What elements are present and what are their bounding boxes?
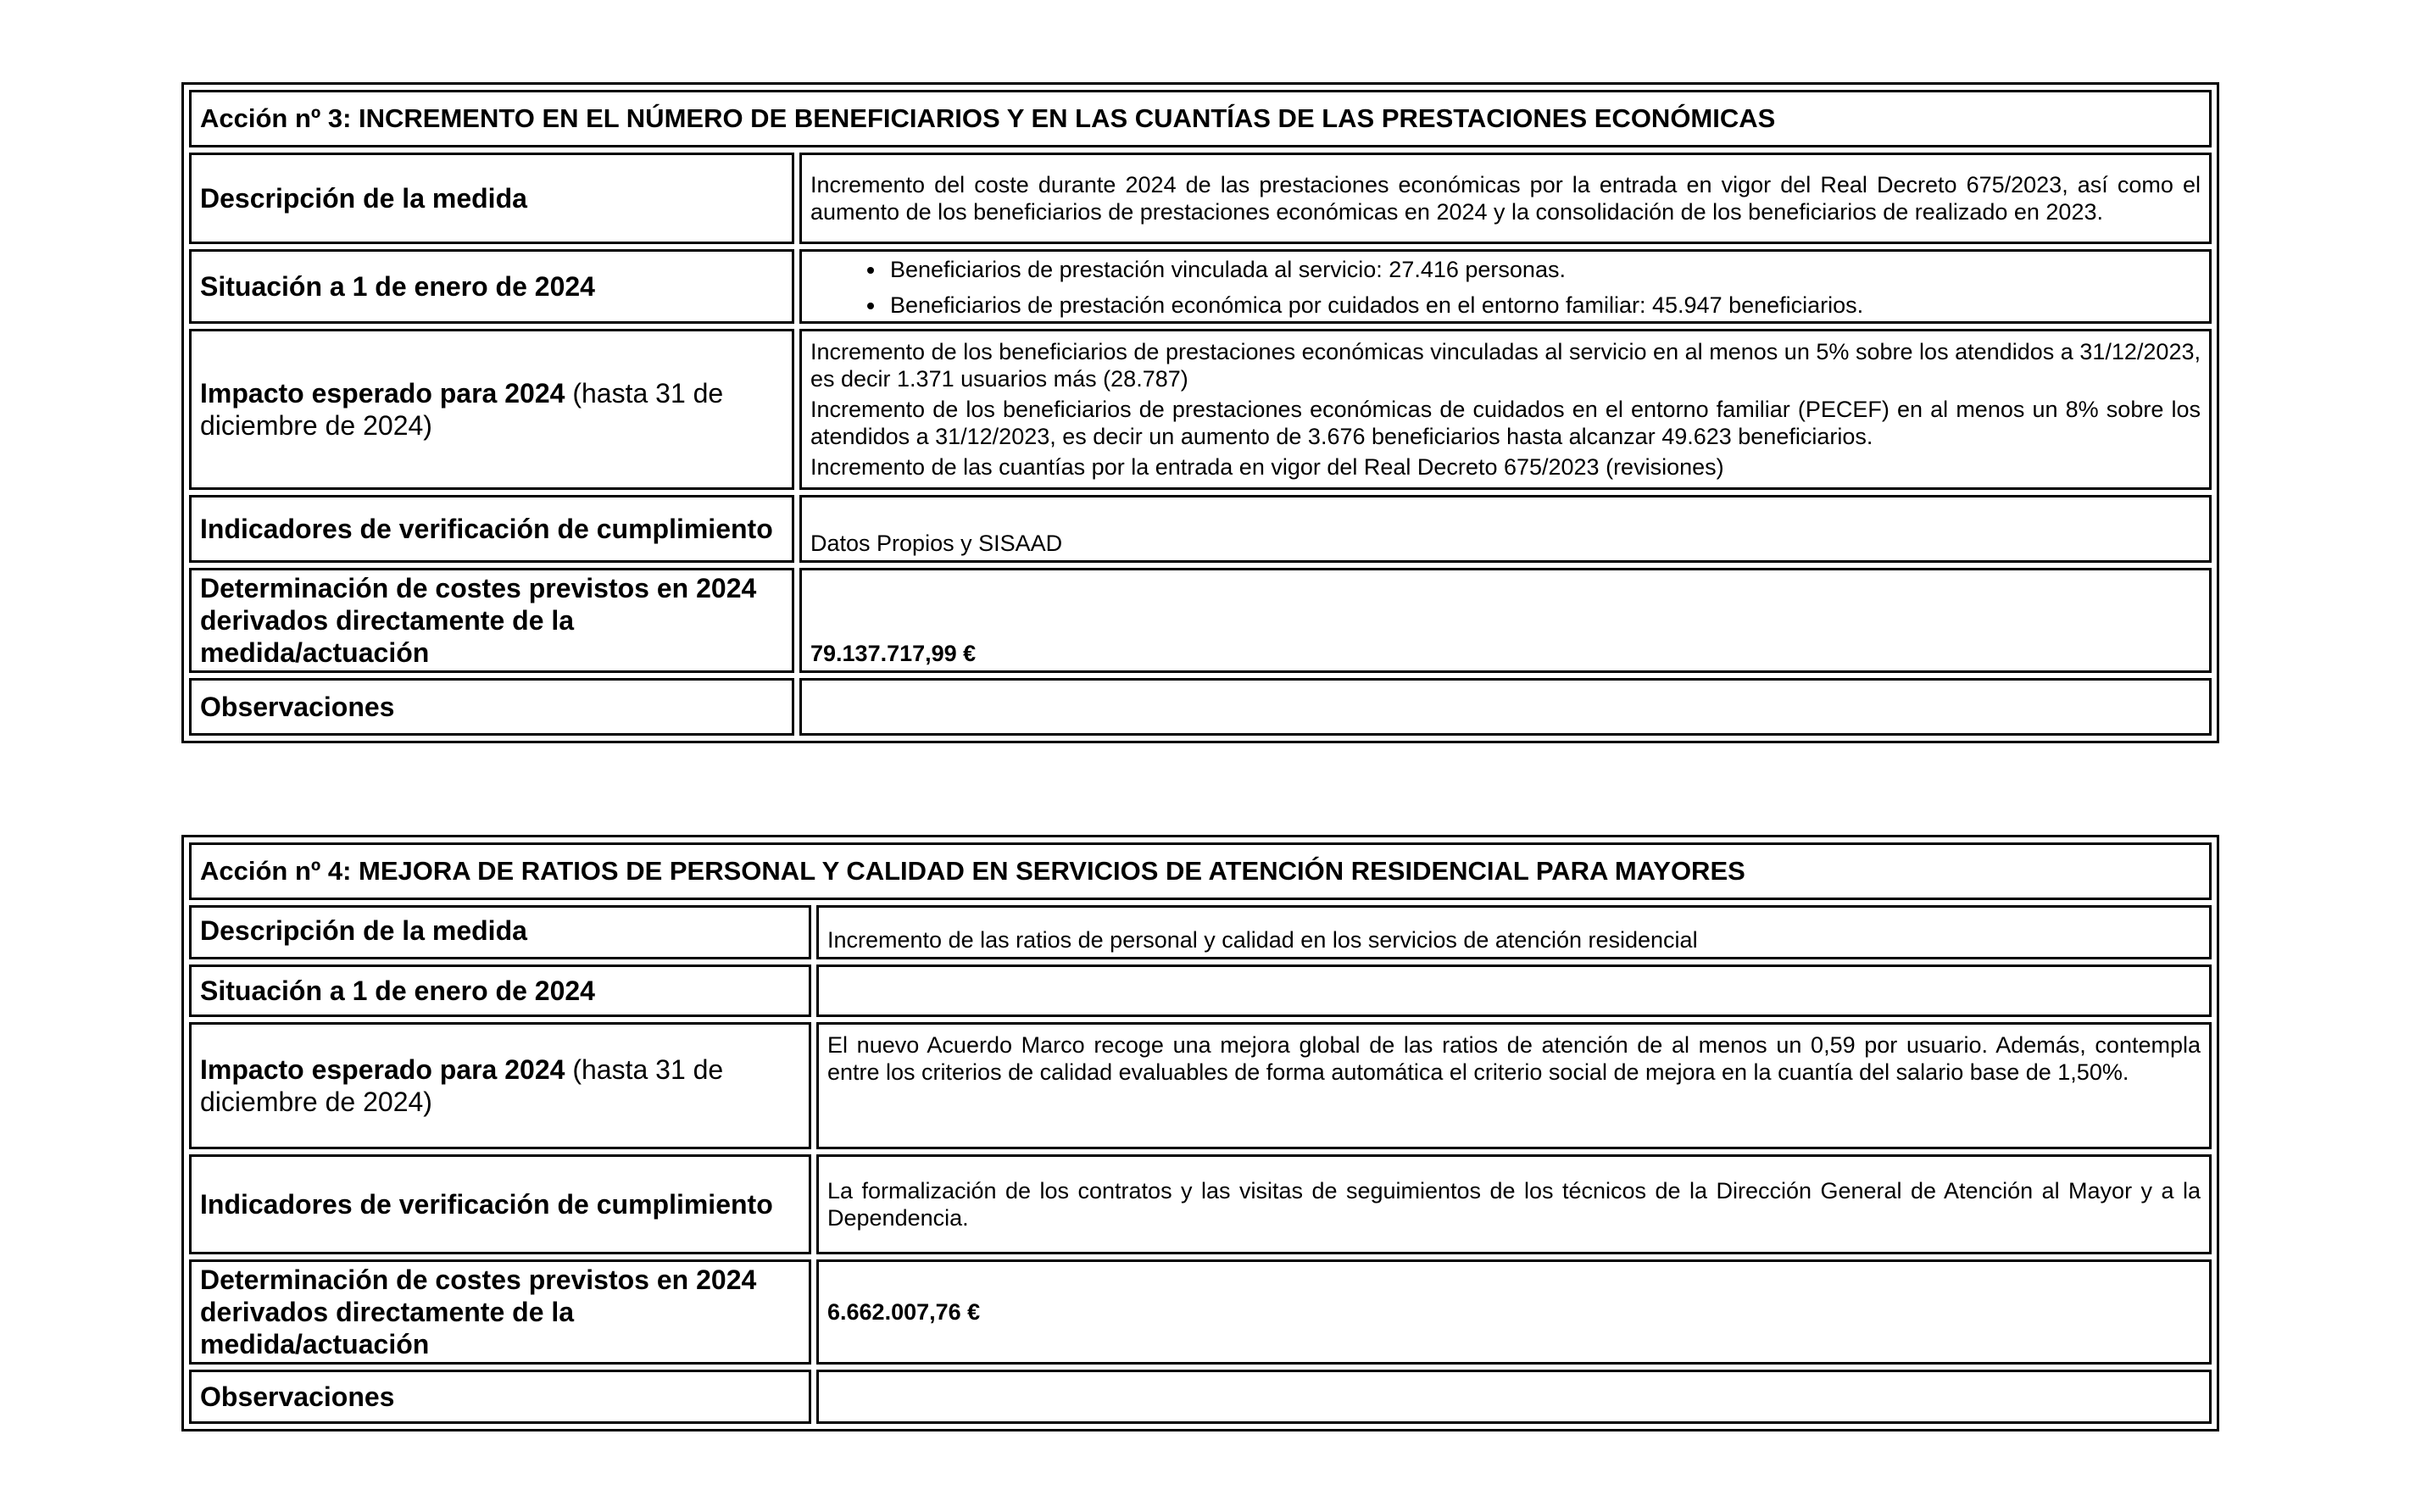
impacto-label-bold: Impacto esperado para 2024 — [200, 378, 565, 409]
action-3-impacto-row — [189, 329, 2212, 490]
action-4-observaciones-row — [189, 1370, 2212, 1424]
action-3-situacion-value — [799, 249, 2212, 324]
action-3-descripcion-row — [189, 153, 2212, 244]
action-3-costes-row — [189, 568, 2212, 673]
action-4-costes-row — [189, 1259, 2212, 1365]
list-item: • Beneficiarios de prestación económica por cuidados en el entorno familiar: 45.947 beneficiarios. — [887, 292, 2201, 319]
action-4-indicadores-label: Indicadores de verificación de cumplimiento — [189, 1154, 811, 1254]
action-4-situacion-value — [816, 964, 2212, 1017]
action-3-situacion-row — [189, 249, 2212, 324]
action-4-descripcion-row — [189, 905, 2212, 959]
action-4-header-row — [189, 842, 2212, 900]
action-4-title: Acción nº 4: MEJORA DE RATIOS DE PERSONAL Y CALIDAD EN SERVICIOS DE ATENCIÓN RESIDENCIAL PARA MAYORES — [189, 842, 2212, 900]
action-4-situacion-row — [189, 964, 2212, 1017]
action-4-indicadores-value: La formalización de los contratos y las visitas de seguimientos de los técnicos de la Dirección General de Atención al Mayor y a la Dependencia. — [816, 1154, 2212, 1254]
impacto-label-bold: Impacto esperado para 2024 — [200, 1054, 565, 1085]
action-3-table — [181, 82, 2219, 743]
action-3-indicadores-row — [189, 495, 2212, 563]
action-3-impacto-value — [799, 329, 2212, 490]
impacto-paragraph: Incremento de los beneficiarios de prestaciones económicas de cuidados en el entorno familiar (PECEF) en al menos un 8% sobre los atendidos a 31/12/2023, es decir un aumento de 3.676 beneficiarios hasta alcanzar 49.623 beneficiarios. — [810, 397, 2201, 449]
action-4-observaciones-value — [816, 1370, 2212, 1424]
action-3-situacion-list — [810, 256, 2201, 319]
action-3-descripcion-label: Descripción de la medida — [189, 153, 794, 244]
action-4-costes-label: Determinación de costes previstos en 2024 derivados directamente de la medida/actuación — [189, 1259, 811, 1365]
impacto-label-normal: (hasta 31 de diciembre de 2024) — [200, 378, 724, 441]
action-3-descripcion-value: Incremento del coste durante 2024 de las prestaciones económicas por la entrada en vigor del Real Decreto 675/2023, así como el aumento de los beneficiarios de prestaciones económicas en 2024 y la consolidación de los beneficiarios de realizado en 2023. — [799, 153, 2212, 244]
action-3-observaciones-label: Observaciones — [189, 678, 794, 736]
action-3-observaciones-row — [189, 678, 2212, 736]
action-3-costes-label: Determinación de costes previstos en 2024 derivados directamente de la medida/actuación — [189, 568, 794, 673]
action-3-impacto-label — [189, 329, 794, 490]
action-3-title: Acción nº 3: INCREMENTO EN EL NÚMERO DE BENEFICIARIOS Y EN LAS CUANTÍAS DE LAS PRESTACIONES ECONÓMICAS — [189, 90, 2212, 147]
action-4-impacto-row — [189, 1022, 2212, 1149]
action-4-situacion-label: Situación a 1 de enero de 2024 — [189, 964, 811, 1017]
impacto-label-normal: (hasta 31 de diciembre de 2024) — [200, 1054, 724, 1117]
action-3-indicadores-value: Datos Propios y SISAAD — [799, 495, 2212, 563]
action-4-table — [181, 835, 2219, 1431]
impacto-paragraph: Incremento de las cuantías por la entrada en vigor del Real Decreto 675/2023 (revisiones) — [810, 454, 1724, 480]
action-4-costes-value: 6.662.007,76 € — [816, 1259, 2212, 1365]
action-4-impacto-label — [189, 1022, 811, 1149]
action-4-indicadores-row — [189, 1154, 2212, 1254]
action-4-descripcion-label: Descripción de la medida — [189, 905, 811, 959]
impacto-paragraph: Incremento de los beneficiarios de prestaciones económicas vinculadas al servicio en al menos un 5% sobre los atendidos a 31/12/2023, es decir 1.371 usuarios más (28.787) — [810, 339, 2201, 392]
list-item: • Beneficiarios de prestación vinculada al servicio: 27.416 personas. — [887, 256, 2201, 283]
action-3-header-row — [189, 90, 2212, 147]
action-4-descripcion-value: Incremento de las ratios de personal y calidad en los servicios de atención residencial — [816, 905, 2212, 959]
action-3-costes-value: 79.137.717,99 € — [799, 568, 2212, 673]
action-3-situacion-label: Situación a 1 de enero de 2024 — [189, 249, 794, 324]
action-3-indicadores-label: Indicadores de verificación de cumplimiento — [189, 495, 794, 563]
action-3-observaciones-value — [799, 678, 2212, 736]
action-4-impacto-value: El nuevo Acuerdo Marco recoge una mejora global de las ratios de atención de al menos un 0,59 por usuario. Además, contempla entre los criterios de calidad evaluables de forma automática el criterio social de mejora en la cuantía del salario base de 1,50%. — [816, 1022, 2212, 1149]
action-4-observaciones-label: Observaciones — [189, 1370, 811, 1424]
